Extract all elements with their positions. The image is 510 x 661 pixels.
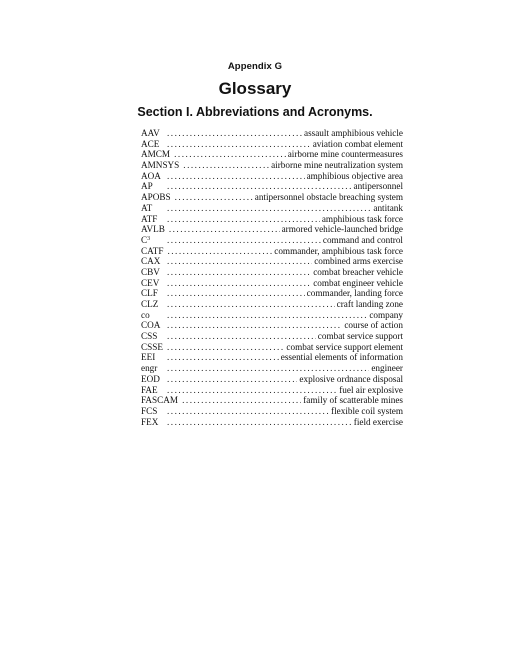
dot-leader xyxy=(167,203,371,214)
entry-abbreviation xyxy=(141,395,182,406)
glossary-entry xyxy=(141,310,403,321)
entry-abbreviation xyxy=(141,406,167,417)
entry-abbreviation xyxy=(141,278,167,289)
dot-leader xyxy=(183,160,269,171)
glossary-entry xyxy=(141,299,403,310)
entry-definition: company xyxy=(369,309,403,320)
entry-abbreviation xyxy=(141,331,167,342)
entry-definition: essential elements of information xyxy=(280,352,403,363)
entry-definition: airborne mine neutralization system xyxy=(271,160,403,171)
glossary-entry xyxy=(141,352,403,363)
dot-leader xyxy=(174,149,286,160)
glossary-entry xyxy=(141,224,403,235)
abbreviation-text: EOD xyxy=(141,373,160,384)
entry-abbreviation xyxy=(141,160,183,171)
glossary-entry xyxy=(141,385,403,396)
dot-leader xyxy=(167,256,312,267)
glossary-entry xyxy=(141,331,403,342)
entry-abbreviation xyxy=(141,374,167,385)
abbreviation-text: AT xyxy=(141,202,153,213)
entry-abbreviation xyxy=(141,385,167,396)
entry-definition: engineer xyxy=(371,363,403,374)
dot-leader xyxy=(167,139,311,150)
entry-abbreviation xyxy=(141,342,167,353)
abbreviation-text: AVLB xyxy=(141,224,165,235)
entry-abbreviation xyxy=(141,288,167,299)
entry-definition: craft landing zone xyxy=(336,299,403,309)
entry-definition: fuel air explosive xyxy=(339,384,403,395)
abbreviation-text: FASCAM xyxy=(141,395,179,406)
dot-leader xyxy=(167,171,305,182)
entry-definition: combat service support element xyxy=(286,341,403,352)
abbreviation-text: FCS xyxy=(141,405,158,416)
abbreviation-text: AOA xyxy=(141,170,161,181)
dot-leader xyxy=(167,181,352,192)
entry-definition: command and control xyxy=(322,234,403,245)
glossary-entry xyxy=(141,149,403,160)
entry-abbreviation xyxy=(141,181,167,192)
entry-definition: armored vehicle-launched bridge xyxy=(281,224,403,235)
dot-leader xyxy=(167,363,369,374)
entry-abbreviation xyxy=(141,192,175,203)
entry-definition: aviation combat element xyxy=(312,138,403,149)
abbreviation-text: C xyxy=(141,234,148,245)
abbreviation-text: CEV xyxy=(141,277,160,288)
glossary-entry xyxy=(141,395,403,406)
entry-abbreviation xyxy=(141,267,167,278)
entry-definition: family of scatterable mines xyxy=(303,395,403,406)
glossary-entry xyxy=(141,256,403,267)
entry-abbreviation xyxy=(141,320,167,331)
glossary-entry xyxy=(141,363,403,374)
glossary-entry xyxy=(141,267,403,278)
dot-leader xyxy=(167,288,305,299)
entry-abbreviation xyxy=(141,139,167,150)
entry-definition: antitank xyxy=(373,202,403,213)
entry-definition: antipersonnel xyxy=(353,181,403,192)
abbreviation-text: ATF xyxy=(141,213,158,224)
entry-definition: commander, amphibious task force xyxy=(274,245,403,256)
entry-definition: course of action xyxy=(344,320,403,331)
section-heading: Section I. Abbreviations and Acronyms. xyxy=(137,105,373,119)
entry-abbreviation xyxy=(141,235,167,246)
entry-abbreviation xyxy=(141,352,167,363)
glossary-entry xyxy=(141,214,403,225)
glossary-entry xyxy=(141,171,403,182)
glossary-entry xyxy=(141,203,403,214)
entry-abbreviation xyxy=(141,224,169,235)
glossary-entry xyxy=(141,246,403,257)
entry-definition: combined arms exercise xyxy=(314,256,403,267)
entry-definition: assault amphibious vehicle xyxy=(304,128,403,138)
abbreviation-text: CAX xyxy=(141,256,161,267)
abbreviation-text: CLZ xyxy=(141,299,159,309)
entry-abbreviation xyxy=(141,299,167,310)
abbreviation-text: co xyxy=(141,309,150,320)
glossary-entry xyxy=(141,128,403,139)
entry-abbreviation xyxy=(141,246,167,257)
abbreviation-text: AMNSYS xyxy=(141,160,180,171)
glossary-list xyxy=(141,128,403,427)
entry-definition: field exercise xyxy=(353,416,403,427)
dot-leader xyxy=(167,267,311,278)
glossary-entry xyxy=(141,320,403,331)
entry-definition: antipersonnel obstacle breaching system xyxy=(254,192,403,203)
abbreviation-text: ACE xyxy=(141,138,160,149)
entry-definition: commander, landing force xyxy=(306,288,403,299)
glossary-entry xyxy=(141,192,403,203)
appendix-label: Appendix G xyxy=(227,61,283,72)
entry-definition: combat service support xyxy=(317,331,403,342)
entry-abbreviation xyxy=(141,363,167,374)
dot-leader xyxy=(167,385,337,396)
glossary-entry xyxy=(141,406,403,417)
abbreviation-text: AAV xyxy=(141,128,160,138)
dot-leader xyxy=(167,331,316,342)
entry-abbreviation xyxy=(141,417,167,428)
abbreviation-text: CSSE xyxy=(141,341,163,352)
page-title: Glossary xyxy=(218,79,292,98)
entry-definition: combat engineer vehicle xyxy=(313,277,403,288)
entry-definition: amphibious task force xyxy=(321,213,403,224)
dot-leader xyxy=(167,278,311,289)
abbreviation-superscript: 3 xyxy=(147,235,151,242)
dot-leader xyxy=(167,342,284,353)
abbreviation-text: AMCM xyxy=(141,149,171,160)
entry-abbreviation xyxy=(141,310,167,321)
dot-leader xyxy=(167,374,297,385)
abbreviation-text: engr xyxy=(141,363,158,374)
glossary-entry xyxy=(141,139,403,150)
abbreviation-text: CLF xyxy=(141,288,158,299)
glossary-entry xyxy=(141,342,403,353)
dot-leader xyxy=(167,352,279,363)
dot-leader xyxy=(169,224,280,235)
abbreviation-text: EEI xyxy=(141,352,156,363)
dot-leader xyxy=(167,214,320,225)
abbreviation-text: CBV xyxy=(141,266,160,277)
entry-definition: amphibious objective area xyxy=(306,170,403,181)
dot-leader xyxy=(167,299,335,310)
entry-definition: explosive ordnance disposal xyxy=(299,373,403,384)
abbreviation-text: AP xyxy=(141,181,153,192)
entry-abbreviation xyxy=(141,214,167,225)
abbreviation-text: FEX xyxy=(141,416,159,427)
glossary-entry xyxy=(141,374,403,385)
glossary-entry xyxy=(141,288,403,299)
glossary-entry xyxy=(141,417,403,428)
dot-leader xyxy=(182,395,301,406)
abbreviation-text: COA xyxy=(141,320,161,331)
abbreviation-text: CSS xyxy=(141,331,158,342)
dot-leader xyxy=(167,235,321,246)
glossary-entry xyxy=(141,160,403,171)
dot-leader xyxy=(167,128,302,139)
dot-leader xyxy=(167,310,367,321)
glossary-entry xyxy=(141,235,403,246)
entry-abbreviation xyxy=(141,149,174,160)
dot-leader xyxy=(167,406,329,417)
entry-definition: airborne mine countermeasures xyxy=(287,149,403,160)
dot-leader xyxy=(167,417,352,428)
entry-abbreviation xyxy=(141,256,167,267)
abbreviation-text: APOBS xyxy=(141,192,171,203)
dot-leader xyxy=(175,192,253,203)
entry-definition: flexible coil system xyxy=(331,405,403,416)
glossary-entry xyxy=(141,181,403,192)
entry-definition: combat breacher vehicle xyxy=(313,266,403,277)
abbreviation-text: CATF xyxy=(141,245,164,256)
entry-abbreviation xyxy=(141,128,167,139)
glossary-entry xyxy=(141,278,403,289)
entry-abbreviation xyxy=(141,203,167,214)
dot-leader xyxy=(167,246,272,257)
abbreviation-text: FAE xyxy=(141,384,158,395)
entry-abbreviation xyxy=(141,171,167,182)
dot-leader xyxy=(167,320,342,331)
